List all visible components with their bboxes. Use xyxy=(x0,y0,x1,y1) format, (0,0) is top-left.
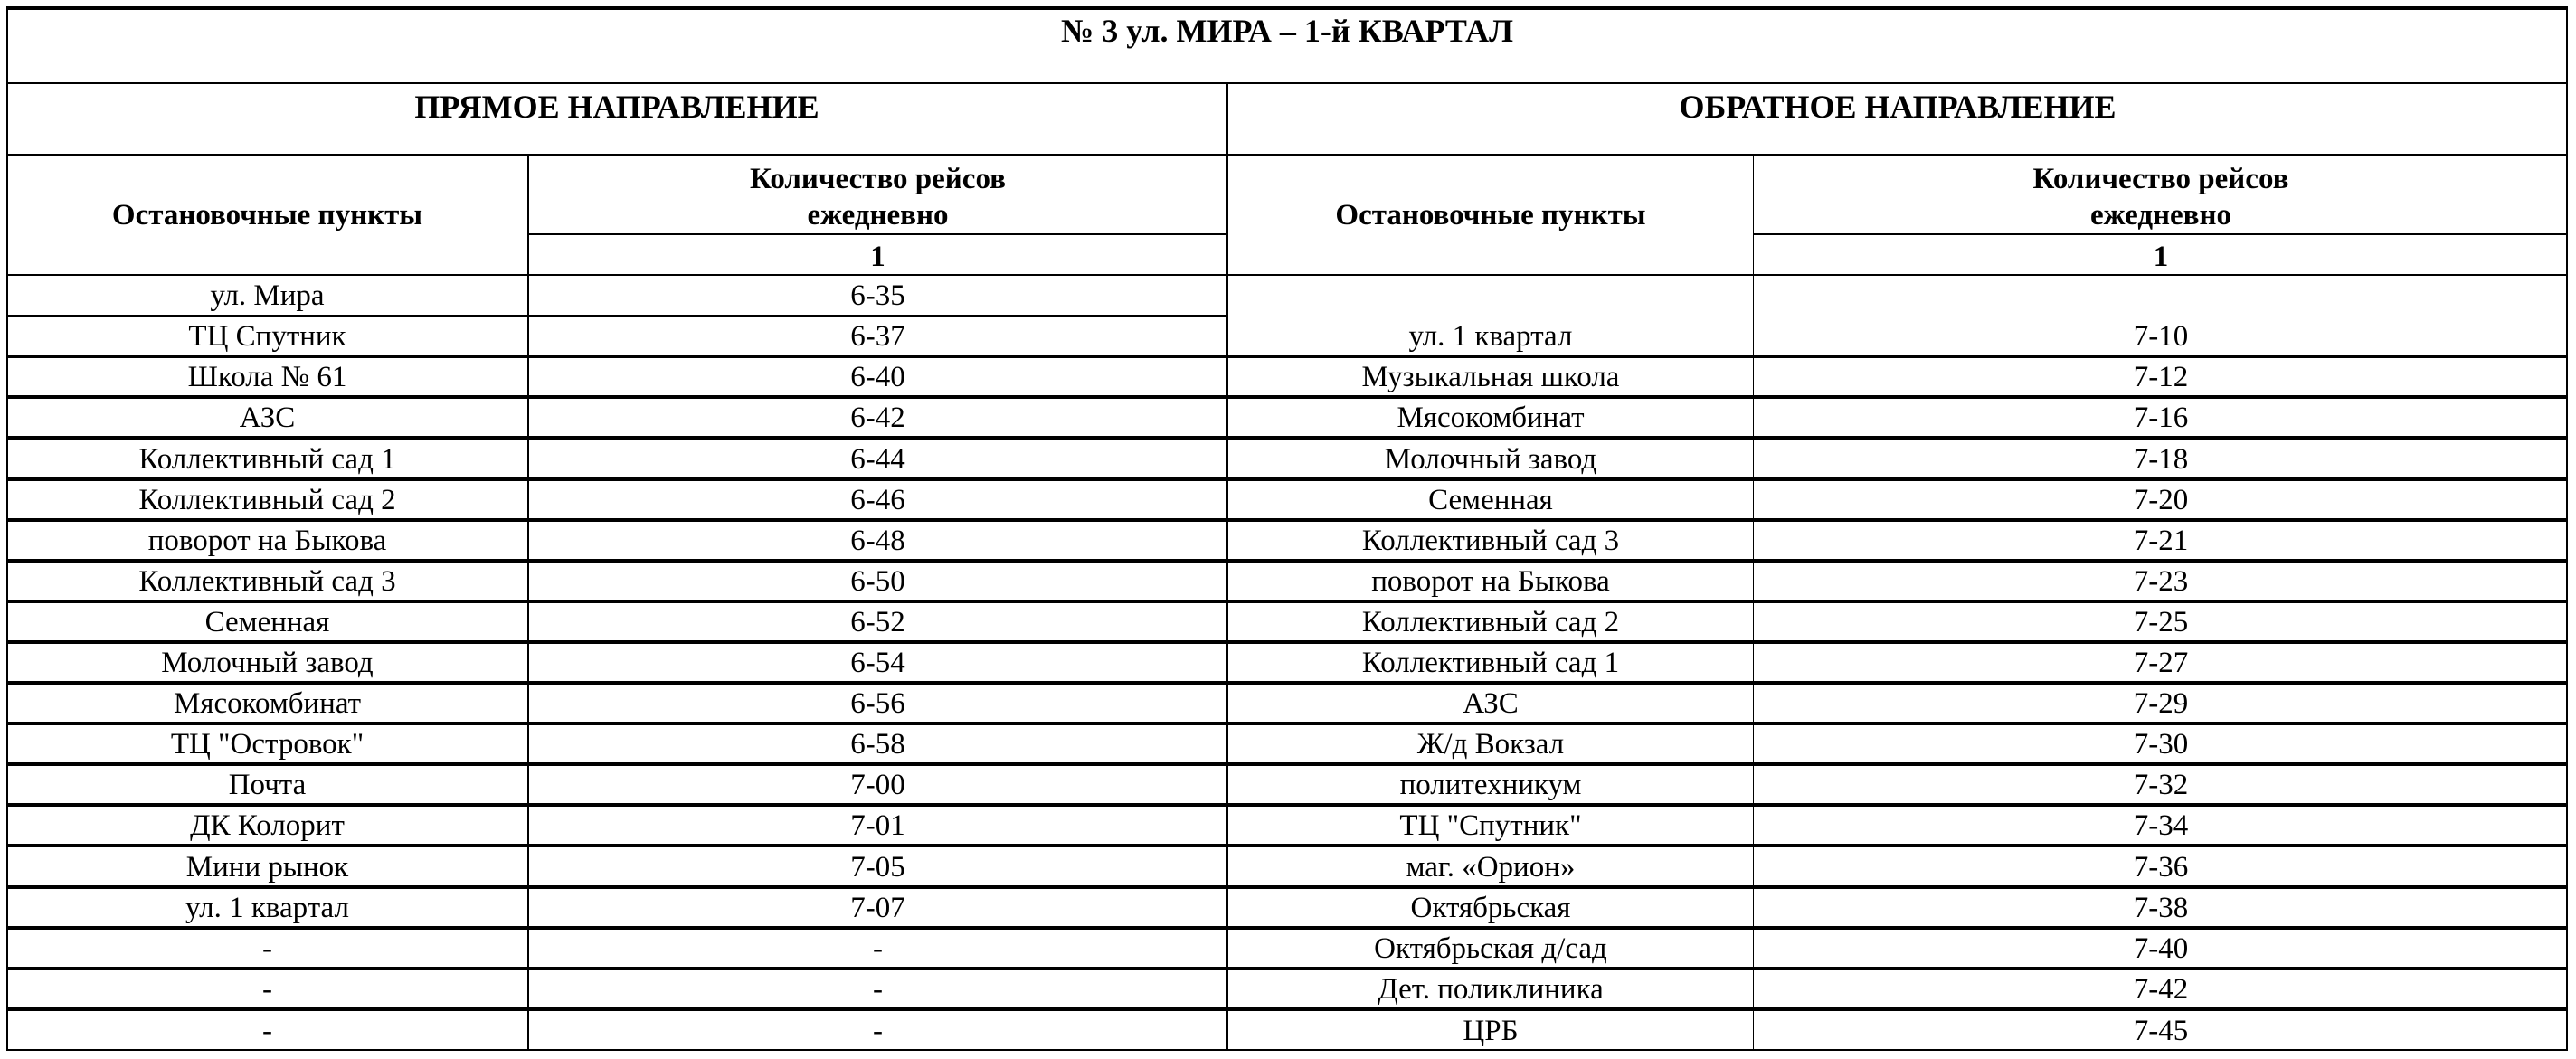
forward-stop-time: 6-42 xyxy=(850,402,905,434)
reverse-stop-name: Коллективный сад 1 xyxy=(1361,647,1620,679)
forward-stop-time: 6-44 xyxy=(850,443,905,476)
forward-stop-time: 6-50 xyxy=(850,565,905,598)
forward-stop-name: - xyxy=(262,1015,272,1047)
forward-stop-name: Коллективный сад 2 xyxy=(138,484,396,516)
reverse-stops-header: Остановочные пункты xyxy=(1335,199,1646,232)
reverse-stop-name: Коллективный сад 3 xyxy=(1361,525,1620,557)
forward-stop-name: ТЦ Спутник xyxy=(188,320,346,353)
reverse-stop-name: политехникум xyxy=(1399,769,1582,801)
forward-stop-time: 6-56 xyxy=(850,687,905,720)
reverse-stop-time: 7-40 xyxy=(2133,932,2189,965)
forward-stop-time: 6-46 xyxy=(850,484,905,516)
forward-trip-number: 1 xyxy=(870,241,886,273)
reverse-stop-name: Ж/д Вокзал xyxy=(1416,728,1565,761)
forward-stop-name: АЗС xyxy=(239,402,296,434)
forward-stop-time: 6-52 xyxy=(850,606,905,638)
reverse-stop-name: ТЦ "Спутник" xyxy=(1399,809,1582,842)
forward-stop-name: Семенная xyxy=(204,606,330,638)
reverse-stop-name: Музыкальная школа xyxy=(1361,361,1620,393)
forward-stop-time: 6-58 xyxy=(850,728,905,761)
forward-stop-time: 7-00 xyxy=(850,769,905,801)
reverse-stop-time: 7-34 xyxy=(2133,809,2189,842)
reverse-stop-time: 7-36 xyxy=(2133,851,2189,884)
forward-stop-name: Мясокомбинат xyxy=(173,687,362,720)
reverse-stop-name: Мясокомбинат xyxy=(1397,402,1585,434)
reverse-stop-time: 7-20 xyxy=(2133,484,2189,516)
forward-stop-name: Мини рынок xyxy=(185,851,349,884)
forward-stop-name: ул. 1 квартал xyxy=(185,892,349,924)
reverse-stop-time: 7-30 xyxy=(2133,728,2189,761)
trips-header-line1: Количество рейсов xyxy=(2032,163,2289,195)
trips-header-line2: ежедневно xyxy=(2089,199,2232,232)
forward-direction-heading: ПРЯМОЕ НАПРАВЛЕНИЕ xyxy=(414,89,819,125)
divider xyxy=(6,82,2568,84)
forward-stop-time: 6-54 xyxy=(850,647,905,679)
reverse-stop-time: 7-42 xyxy=(2133,973,2189,1006)
reverse-stop-name: Дет. поликлиника xyxy=(1378,973,1604,1006)
forward-stop-time: 7-01 xyxy=(850,809,905,842)
reverse-stop-name: ЦРБ xyxy=(1463,1015,1519,1047)
route-title: № 3 ул. МИРА – 1-й КВАРТАЛ xyxy=(1061,13,1513,49)
forward-stop-time: 6-40 xyxy=(850,361,905,393)
forward-stop-name: - xyxy=(262,973,272,1006)
forward-stops-header: Остановочные пункты xyxy=(111,199,423,232)
forward-stop-name: ТЦ "Островок" xyxy=(170,728,365,761)
forward-stop-time: - xyxy=(873,973,883,1006)
reverse-stop-time: 7-38 xyxy=(2133,892,2189,924)
forward-stop-time: 6-35 xyxy=(850,279,905,312)
reverse-stop-time: 7-25 xyxy=(2133,606,2189,638)
forward-trips-header xyxy=(528,156,1227,233)
reverse-stop-name: маг. «Орион» xyxy=(1406,851,1576,884)
forward-stop-name: Коллективный сад 1 xyxy=(138,443,396,476)
forward-stop-time: 6-48 xyxy=(850,525,905,557)
reverse-stop-name: поворот на Быкова xyxy=(1371,565,1610,598)
reverse-stop-time: 7-16 xyxy=(2133,402,2189,434)
reverse-stop-name: Коллективный сад 2 xyxy=(1361,606,1620,638)
reverse-trips-header xyxy=(1754,156,2568,233)
reverse-stop-time: 7-27 xyxy=(2133,647,2189,679)
reverse-stop-time: 7-45 xyxy=(2133,1015,2189,1047)
forward-stop-name: Школа № 61 xyxy=(187,361,347,393)
forward-stop-name: Почта xyxy=(228,769,307,801)
forward-stop-time: - xyxy=(873,932,883,965)
reverse-trip-number: 1 xyxy=(2153,241,2169,273)
reverse-stop-name: Октябрьская xyxy=(1410,892,1571,924)
reverse-stop-name: Октябрьская д/сад xyxy=(1374,932,1607,965)
reverse-stop-time: 7-32 xyxy=(2133,769,2189,801)
reverse-stop-name: АЗС xyxy=(1463,687,1519,720)
reverse-stop-time: 7-21 xyxy=(2133,525,2189,557)
forward-stop-time: 6-37 xyxy=(850,320,905,353)
reverse-stop-time: 7-29 xyxy=(2133,687,2189,720)
reverse-stop-time: 7-23 xyxy=(2133,565,2189,598)
forward-stop-time: 7-07 xyxy=(850,892,905,924)
forward-stop-name: ул. Мира xyxy=(210,279,325,312)
trips-header-line2: ежедневно xyxy=(807,199,949,232)
forward-stop-name: поворот на Быкова xyxy=(147,525,387,557)
reverse-stop-time: 7-12 xyxy=(2133,361,2189,393)
forward-stop-time: 7-05 xyxy=(850,851,905,884)
forward-stop-name: Молочный завод xyxy=(161,647,374,679)
reverse-direction-heading: ОБРАТНОЕ НАПРАВЛЕНИЕ xyxy=(1679,89,2117,125)
reverse-stop-name: Семенная xyxy=(1428,484,1553,516)
forward-stop-name: Коллективный сад 3 xyxy=(138,565,396,598)
reverse-stop-time: 7-10 xyxy=(2133,320,2189,353)
forward-stop-name: ДК Колорит xyxy=(190,809,345,842)
reverse-stop-name: ул. 1 квартал xyxy=(1408,320,1573,353)
reverse-stop-time: 7-18 xyxy=(2133,443,2189,476)
trips-header-line1: Количество рейсов xyxy=(750,163,1006,195)
forward-stop-name: - xyxy=(262,932,272,965)
reverse-stop-name: Молочный завод xyxy=(1384,443,1597,476)
forward-stop-time: - xyxy=(873,1015,883,1047)
